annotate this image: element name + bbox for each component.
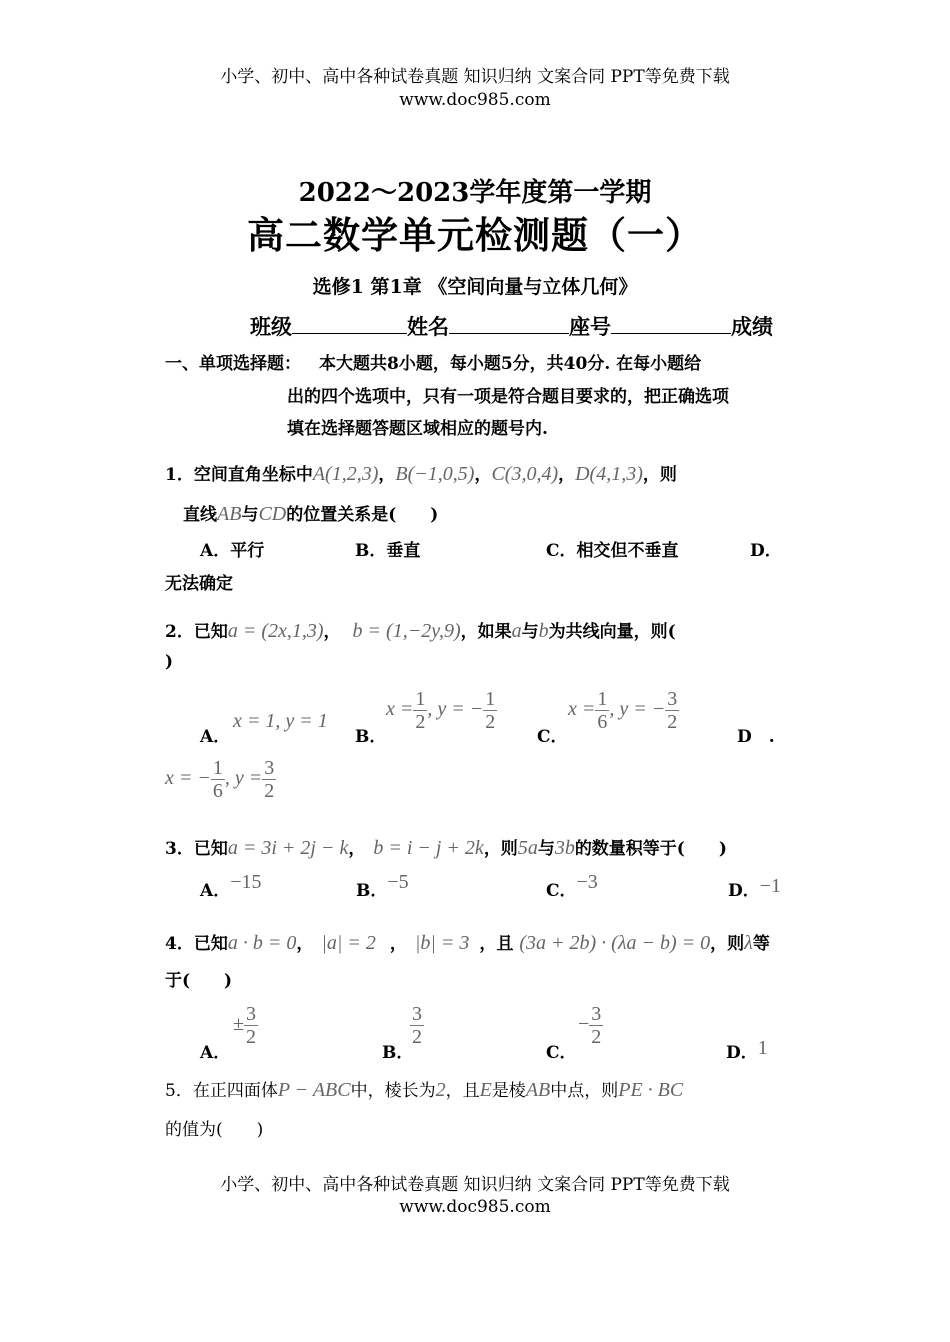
q1-stem-line2 bbox=[183, 500, 438, 526]
section-desc-2: 出的四个选项中，只有一项是符合题目要求的，把正确选项 bbox=[287, 387, 729, 407]
q3-option-c[interactable]: C．−3 bbox=[546, 871, 598, 901]
q1-ab: AB bbox=[217, 503, 242, 525]
q2-option-c-math bbox=[568, 688, 679, 733]
title-year: 2022～2023学年度第一学期 bbox=[298, 178, 652, 208]
q1-stem bbox=[165, 460, 677, 486]
q2-d-frac2: $\frac{3}{2}$ bbox=[264, 757, 275, 802]
q2-sep: ， bbox=[323, 622, 341, 642]
q2-c-frac2: $\frac{3}{2}$ bbox=[667, 688, 678, 733]
q5-e: E bbox=[479, 1079, 492, 1101]
q2-c-x: x = bbox=[568, 698, 596, 720]
q1-then: ，则 bbox=[642, 465, 677, 485]
q3-5a: 5a bbox=[517, 837, 538, 859]
q1-point-c: C(3,0,4) bbox=[491, 463, 559, 485]
q2-d-y: , y = bbox=[224, 767, 263, 789]
q4-norm-a: |a| = 2 bbox=[321, 932, 376, 954]
q1-option-c[interactable]: C．相交但不垂直 bbox=[546, 541, 679, 561]
q2-a: a bbox=[511, 620, 522, 642]
q5-expr: PE · BC bbox=[618, 1079, 684, 1101]
score-label: 成绩 bbox=[731, 314, 773, 339]
header-line1: 小学、初中、高中各种试卷真题 知识归纳 文案合同 PPT等免费下载 bbox=[220, 67, 730, 87]
q5-stem bbox=[165, 1076, 683, 1102]
seat-blank[interactable] bbox=[611, 313, 731, 334]
q3-mid: ，则 bbox=[483, 839, 518, 859]
q5-stem-line2: 的值为( ) bbox=[165, 1120, 264, 1140]
q1-option-b[interactable]: B．垂直 bbox=[355, 541, 421, 561]
q2-mid: ，如果 bbox=[460, 622, 512, 642]
q1-yu: 与 bbox=[241, 505, 259, 525]
q3-prefix: 3．已知 bbox=[165, 839, 228, 859]
q4-option-a-label[interactable]: A． bbox=[200, 1043, 231, 1063]
q2-d-x: x = − bbox=[165, 767, 211, 789]
q2-option-a-label[interactable]: A． bbox=[200, 727, 231, 747]
q2-c-y: , y = − bbox=[609, 698, 666, 720]
section-title: 一、单项选择题： bbox=[165, 354, 301, 374]
name-blank[interactable] bbox=[449, 313, 569, 334]
q2-d-frac1: $\frac{1}{6}$ bbox=[212, 757, 223, 802]
q5-c: ，且 bbox=[445, 1081, 480, 1101]
q4-prefix: 4．已知 bbox=[165, 934, 228, 954]
q1-sep: ， bbox=[378, 465, 396, 485]
q4-option-c-math: − $\frac{3}{2}$ bbox=[578, 1003, 602, 1048]
q4-stem-line2: 于( ) bbox=[165, 971, 233, 991]
q2-option-a-math: x = 1, y = 1 bbox=[233, 710, 328, 732]
q3-option-a[interactable]: A．−15 bbox=[200, 871, 262, 901]
name-label: 姓名 bbox=[407, 314, 449, 339]
q1-point-a: A(1,2,3) bbox=[312, 463, 379, 485]
q2-option-b-label[interactable]: B． bbox=[355, 727, 387, 747]
q5-len: 2 bbox=[435, 1079, 446, 1101]
q2-option-c-label[interactable]: C． bbox=[537, 727, 568, 747]
q4-stem bbox=[165, 929, 770, 955]
q3-yu: 与 bbox=[537, 839, 555, 859]
q3-vec-a: a = 3i + 2j − k bbox=[227, 837, 349, 859]
q1-point-d: D(4,1,3) bbox=[575, 463, 643, 485]
section-heading bbox=[165, 349, 701, 374]
q3-option-b[interactable]: B．−5 bbox=[356, 871, 409, 901]
q4-option-b-math: $\frac{3}{2}$ bbox=[412, 1003, 422, 1048]
section-desc-1: 本大题共8小题，每小题5分，共40分. 在每小题给 bbox=[319, 354, 702, 374]
q1-prefix: 1．空间直角坐标中 bbox=[165, 465, 313, 485]
q2-b-x: x = bbox=[386, 698, 414, 720]
q4-deng: 等 bbox=[752, 934, 770, 954]
q3-stem bbox=[165, 834, 727, 860]
title-subtitle: 选修1 第1章 《空间向量与立体几何》 bbox=[312, 276, 638, 298]
q4-then: ，则 bbox=[710, 934, 745, 954]
q2-b-frac2: $\frac{1}{2}$ bbox=[485, 688, 496, 733]
q2-option-d-math bbox=[165, 757, 276, 802]
q5-e2: 中点，则 bbox=[550, 1081, 619, 1101]
q2-vec-a: a = (2x,1,3) bbox=[227, 620, 324, 642]
q1-option-d[interactable]: D． bbox=[750, 541, 782, 561]
q1-option-d-text: 无法确定 bbox=[165, 574, 233, 594]
q2-stem-line2: ) bbox=[165, 652, 174, 672]
q4-norm-b: |b| = 3 bbox=[414, 932, 470, 954]
q2-b-y: , y = − bbox=[427, 698, 484, 720]
q3-end: 的数量积等于( ) bbox=[574, 839, 727, 859]
seat-label: 座号 bbox=[569, 314, 611, 339]
q4-lambda: λ bbox=[744, 932, 753, 954]
q5-tetra: P − ABC bbox=[277, 1079, 351, 1101]
q2-end: 为共线向量，则( bbox=[548, 622, 676, 642]
q4-dot: a · b = 0 bbox=[227, 932, 297, 954]
q1-point-b: B(−1,0,5) bbox=[395, 463, 475, 485]
q1-sep: ， bbox=[474, 465, 492, 485]
q3-sep: ， bbox=[348, 839, 366, 859]
footer-url: www.doc985.com bbox=[399, 1197, 551, 1217]
q5-ab: AB bbox=[525, 1079, 551, 1101]
q2-c-frac1: $\frac{1}{6}$ bbox=[597, 688, 608, 733]
q3-3b: 3b bbox=[554, 837, 575, 859]
q5-d: 是棱 bbox=[491, 1081, 526, 1101]
q1-option-a[interactable]: A．平行 bbox=[200, 541, 265, 561]
q4-option-a-math: ± $\frac{3}{2}$ bbox=[233, 1003, 256, 1048]
class-blank[interactable] bbox=[292, 313, 407, 334]
q5-b: 中，棱长为 bbox=[350, 1081, 436, 1101]
q1-sep: ， bbox=[558, 465, 576, 485]
q4-qie: ，且 bbox=[479, 934, 514, 954]
q5-a: 5．在正四面体 bbox=[165, 1081, 278, 1101]
q4-sep: ， bbox=[389, 934, 407, 954]
q4-expr: (3a + 2b) · (λa − b) = 0 bbox=[519, 932, 711, 954]
q1-cd: CD bbox=[258, 503, 287, 525]
q2-b: b bbox=[538, 620, 549, 642]
page-title: 高二数学单元检测题（一） bbox=[247, 213, 703, 257]
q1-line2-b: 的位置关系是( ) bbox=[286, 505, 439, 525]
class-label: 班级 bbox=[250, 314, 292, 339]
q2-yu: 与 bbox=[521, 622, 539, 642]
q3-vec-b: b = i − j + 2k bbox=[373, 837, 484, 859]
footer-line1: 小学、初中、高中各种试卷真题 知识归纳 文案合同 PPT等免费下载 bbox=[220, 1175, 730, 1195]
q3-option-d[interactable]: D．−1 bbox=[728, 875, 782, 901]
student-info bbox=[250, 311, 773, 341]
q2-option-d-label[interactable]: D . bbox=[737, 727, 775, 747]
header-url: www.doc985.com bbox=[399, 90, 551, 110]
q2-prefix: 2．已知 bbox=[165, 622, 228, 642]
q4-sep: ， bbox=[296, 934, 314, 954]
q4-option-b-label[interactable]: B． bbox=[382, 1043, 414, 1063]
q2-option-b-math bbox=[386, 688, 497, 733]
q4-option-c-label[interactable]: C． bbox=[546, 1043, 577, 1063]
q2-vec-b: b = (1,−2y,9) bbox=[352, 620, 461, 642]
q2-b-frac1: $\frac{1}{2}$ bbox=[415, 688, 426, 733]
section-desc-3: 填在选择题答题区域相应的题号内. bbox=[287, 419, 548, 439]
q2-stem bbox=[165, 617, 676, 643]
q1-line2-a: 直线 bbox=[183, 505, 217, 525]
q4-option-d[interactable]: D．1 bbox=[726, 1037, 768, 1063]
